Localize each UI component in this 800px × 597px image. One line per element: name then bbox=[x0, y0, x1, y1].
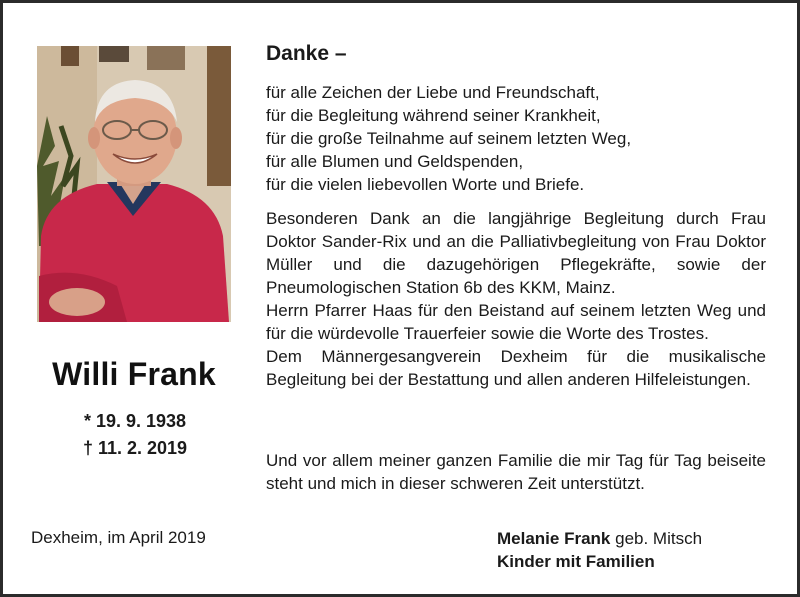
thanks-heading: Danke – bbox=[266, 42, 347, 65]
place-and-date: Dexheim, im April 2019 bbox=[31, 528, 206, 547]
death-date: † 11. 2. 2019 bbox=[82, 438, 188, 458]
special-thanks-doctors: Besonderen Dank an die langjährige Begleitung durch Frau Doktor Sander-Rix und an die Palliativbegleitung von Frau Doktor Müller und die dazugehörigen Pflegekräfte, sowie der Pneumologischen Station 6b des KKM, Mainz. bbox=[266, 209, 766, 297]
signature-name: Melanie Frank bbox=[497, 529, 611, 548]
deceased-name: Willi Frank bbox=[52, 356, 216, 392]
life-dates bbox=[60, 408, 210, 462]
portrait-photo bbox=[37, 46, 231, 322]
thanks-line: für alle Zeichen der Liebe und Freundschaft, bbox=[266, 83, 600, 102]
birth-date: * 19. 9. 1938 bbox=[83, 411, 187, 431]
thanks-line: für die große Teilnahme auf seinem letzten Weg, bbox=[266, 129, 632, 148]
signature-family: Kinder mit Familien bbox=[497, 552, 655, 571]
signature-maiden-name: geb. Mitsch bbox=[615, 529, 703, 548]
special-thanks-pastor: Herrn Pfarrer Haas für den Beistand auf seinem letzten Weg und für die würdevolle Trauerfeier sowie die Worte des Trostes. bbox=[266, 301, 766, 343]
family-thanks-text: Und vor allem meiner ganzen Familie die mir Tag für Tag beiseite steht und mich in dieser schweren Zeit unterstützt. bbox=[266, 451, 766, 493]
special-thanks bbox=[266, 207, 766, 391]
thanks-line: für die Begleitung während seiner Krankheit, bbox=[266, 106, 601, 125]
special-thanks-choir: Dem Männergesangverein Dexheim für die musikalische Begleitung bei der Bestattung und allen anderen Hilfeleistungen. bbox=[266, 347, 766, 389]
family-thanks bbox=[266, 449, 766, 495]
thanks-line: für die vielen liebevollen Worte und Briefe. bbox=[266, 175, 585, 194]
thanks-list bbox=[266, 81, 766, 196]
signature bbox=[497, 527, 702, 573]
thanks-line: für alle Blumen und Geldspenden, bbox=[266, 152, 524, 171]
